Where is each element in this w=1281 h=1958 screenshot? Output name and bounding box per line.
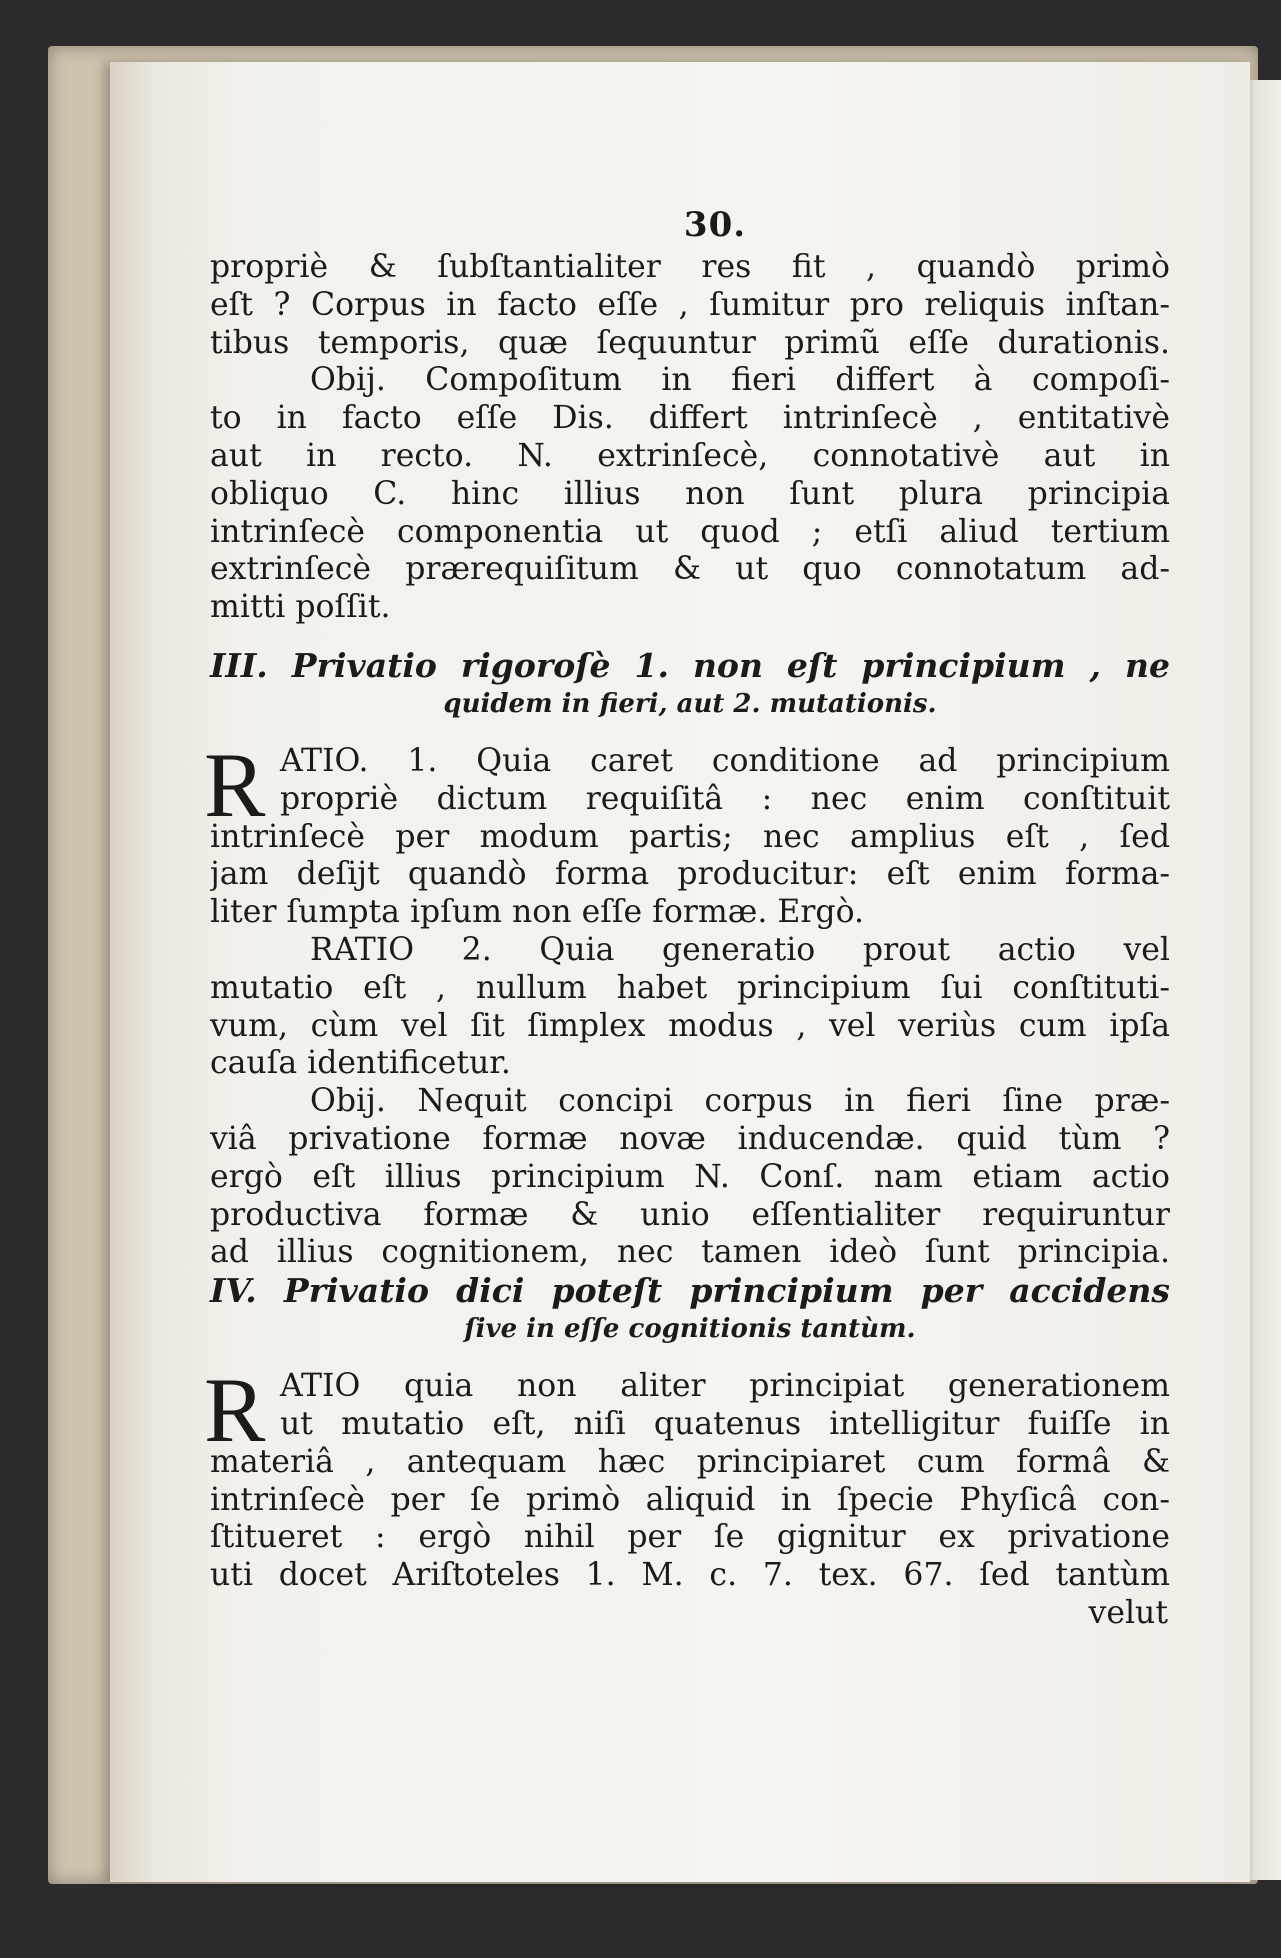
text-line: intrinſecè per ſe primò aliquid in ſpecie Phyſicâ con-	[210, 1481, 1170, 1518]
text-line: extrinſecè prærequiſitum & ut quo connotatum ad-	[210, 551, 1170, 588]
section-heading-4	[210, 1272, 1170, 1348]
text-line: viâ privatione formæ novæ inducendæ. quid tùm ?	[210, 1120, 1170, 1157]
text-line: mitti poſſit.	[210, 589, 391, 626]
text-line: ſtitueret : ergò nihil per ſe gignitur ex privatione	[210, 1519, 1170, 1556]
text-line: intrinſecè per modum partis; nec amplius eſt , ſed	[210, 818, 1170, 855]
heading-line: IV. Privatio dici poteſt principium per accidens	[210, 1271, 1170, 1311]
text-line: liter ſumpta ipſum non eſſe formæ. Ergò.	[210, 894, 865, 931]
text-line: aut in recto. N. extrinſecè, connotativè aut in	[210, 437, 1170, 474]
text-line: ATIO quia non aliter principiat generationem	[280, 1368, 1170, 1405]
text-line: ergò eſt illius principium N. Conſ. nam etiam actio	[210, 1158, 1170, 1195]
text-line: jam deſijt quandò forma producitur: eſt enim forma-	[210, 856, 1170, 893]
page-text	[204, 205, 1170, 1633]
page-number: 30.	[683, 205, 747, 245]
catchword: velut	[1088, 1594, 1168, 1631]
text-line: ut mutatio eſt, niſi quatenus intelligitur fuiſſe in	[280, 1405, 1170, 1442]
text-line: cauſa identificetur.	[210, 1045, 511, 1082]
paragraph-ratio-1	[204, 733, 1170, 932]
section-heading-3	[210, 647, 1170, 723]
text-line: obliquo C. hinc illius non ſunt plura principia	[210, 475, 1170, 512]
text-line: propriè & ſubſtantialiter res fit , quandò primò	[210, 249, 1170, 285]
text-line: ATIO. 1. Quia caret conditione ad principium	[280, 742, 1170, 779]
text-line: Obij. Compoſitum in fieri differt à compoſi-	[310, 362, 1170, 399]
paragraph-ratio-3	[204, 1359, 1170, 1595]
paragraph-intro	[210, 249, 1170, 362]
paragraph-objection-1	[210, 362, 1170, 627]
heading-line: III. Privatio rigoroſè 1. non eſt principium , ne	[210, 645, 1170, 685]
text-line: to in facto eſſe Dis. differt intrinſecè , entitativè	[210, 400, 1170, 437]
paragraph-objection-2	[210, 1083, 1170, 1272]
text-line: materiâ , antequam hæc principiaret cum formâ &	[210, 1443, 1170, 1480]
drop-cap: R	[204, 1359, 266, 1462]
paragraph-ratio-2	[210, 932, 1170, 1083]
heading-line: quidem in fieri, aut 2. mutationis.	[443, 688, 937, 719]
text-line: eſt ? Corpus in facto eſſe , ſumitur pro reliquis inſtan-	[210, 286, 1170, 323]
text-line: Obij. Nequit concipi corpus in fieri ſine præ-	[310, 1083, 1170, 1120]
text-line: mutatio eſt , nullum habet principium ſui conſtituti-	[210, 969, 1170, 1006]
text-line: RATIO 2. Quia generatio prout actio vel	[310, 931, 1170, 968]
text-line: uti docet Ariſtoteles 1. M. c. 7. tex. 67. ſed tantùm	[210, 1557, 1170, 1594]
text-line: ad illius cognitionem, nec tamen ideò ſunt principia.	[210, 1234, 1170, 1271]
text-line: propriè dictum requiſitâ : nec enim conſtituit	[280, 780, 1170, 817]
heading-line: ſive in eſſe cognitionis tantùm.	[464, 1314, 916, 1345]
text-line: intrinſecè componentia ut quod ; etſi aliud tertium	[210, 513, 1170, 550]
drop-cap: R	[204, 733, 266, 836]
text-line: vum, cùm vel ſit ſimplex modus , vel veriùs cum ipſa	[210, 1007, 1170, 1044]
text-line: productiva formæ & unio eſſentialiter requiruntur	[210, 1196, 1170, 1233]
text-line: tibus temporis, quæ ſequuntur primũ eſſe durationis.	[210, 324, 1170, 361]
